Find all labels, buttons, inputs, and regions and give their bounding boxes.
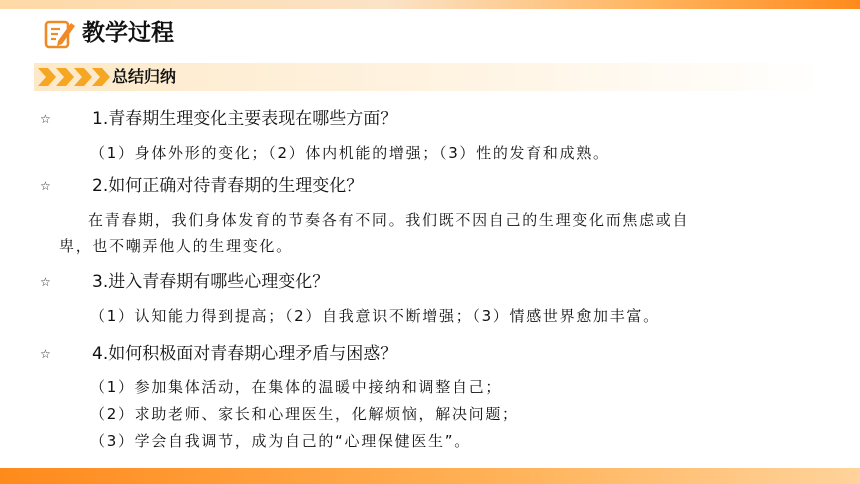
answer-line: （2）求助老师、家长和心理医生，化解烦恼，解决问题； bbox=[90, 405, 519, 423]
answer-line: （1）参加集体活动，在集体的温暖中接纳和调整自己； bbox=[90, 378, 503, 396]
star-icon: ☆ bbox=[40, 179, 51, 193]
question-text: 1.青春期生理变化主要表现在哪些方面？ bbox=[92, 109, 398, 129]
answer-line: 在青春期，我们身体发育的节奏各有不同。我们既不因自己的生理变化而焦虑或自 bbox=[88, 211, 690, 229]
bottom-accent-bar bbox=[0, 468, 860, 484]
star-icon: ☆ bbox=[40, 275, 51, 289]
answer-line: （3）学会自我调节，成为自己的“心理保健医生”。 bbox=[90, 432, 471, 450]
answer-line: （1）认知能力得到提高；（2）自我意识不断增强；（3）情感世界愈加丰富。 bbox=[90, 307, 660, 325]
edit-document-icon bbox=[44, 17, 76, 49]
question-text: 2.如何正确对待青春期的生理变化？ bbox=[92, 176, 364, 196]
top-accent-bar bbox=[0, 0, 860, 9]
chevron-arrows-icon bbox=[36, 64, 116, 90]
question-text: 4.如何积极面对青春期心理矛盾与困惑？ bbox=[92, 344, 398, 364]
star-icon: ☆ bbox=[40, 112, 51, 126]
section-title: 总结归纳 bbox=[112, 67, 177, 86]
question-text: 3.进入青春期有哪些心理变化？ bbox=[92, 272, 330, 292]
answer-line: 卑，也不嘲弄他人的生理变化。 bbox=[59, 237, 293, 255]
answer-line: （1）身体外形的变化；（2）体内机能的增强；（3）性的发育和成熟。 bbox=[90, 144, 610, 162]
star-icon: ☆ bbox=[40, 347, 51, 361]
page-title: 教学过程 bbox=[82, 20, 174, 46]
